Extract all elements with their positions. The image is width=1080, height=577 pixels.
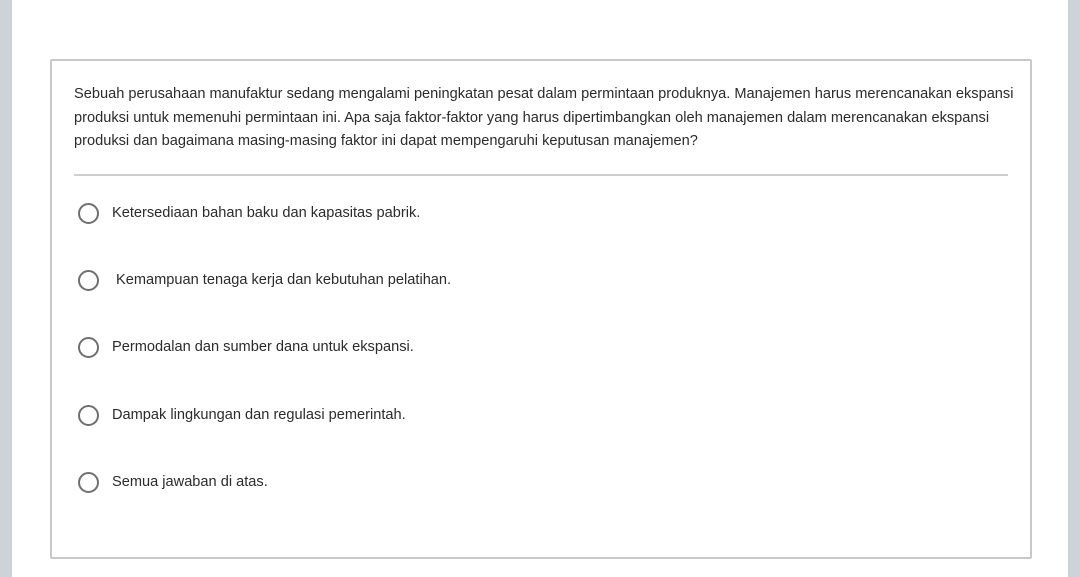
answer-option-d[interactable] bbox=[78, 405, 978, 472]
divider bbox=[74, 174, 1008, 176]
answer-option-c[interactable] bbox=[78, 337, 978, 404]
question-card bbox=[50, 59, 1032, 559]
radio-button-icon[interactable] bbox=[78, 405, 99, 426]
answer-options bbox=[78, 203, 978, 539]
answer-option-e[interactable] bbox=[78, 472, 978, 539]
radio-button-icon[interactable] bbox=[78, 270, 99, 291]
radio-button-icon[interactable] bbox=[78, 472, 99, 493]
radio-button-icon[interactable] bbox=[78, 337, 99, 358]
question-text: Sebuah perusahaan manufaktur sedang mengalami peningkatan pesat dalam permintaan produknya. Manajemen harus merencanakan ekspansi produksi untuk memenuhi permintaan ini. Apa saja faktor-faktor yang harus dipertimbangkan oleh manajemen dalam merencanakan ekspansi produksi dan bagaimana masing-masing faktor ini dapat mempengaruhi keputusan manajemen? bbox=[74, 86, 1014, 149]
page bbox=[12, 0, 1068, 577]
answer-option-label[interactable]: Kemampuan tenaga kerja dan kebutuhan pelatihan. bbox=[116, 272, 452, 289]
answer-option-label[interactable]: Permodalan dan sumber dana untuk ekspansi. bbox=[112, 339, 414, 356]
answer-option-label[interactable]: Ketersediaan bahan baku dan kapasitas pabrik. bbox=[112, 205, 421, 221]
answer-option-label[interactable]: Semua jawaban di atas. bbox=[112, 473, 268, 490]
answer-option-a[interactable] bbox=[78, 203, 978, 270]
answer-option-b[interactable] bbox=[78, 270, 978, 337]
radio-button-icon[interactable] bbox=[78, 203, 99, 224]
answer-option-label[interactable]: Dampak lingkungan dan regulasi pemerintah. bbox=[112, 406, 406, 423]
